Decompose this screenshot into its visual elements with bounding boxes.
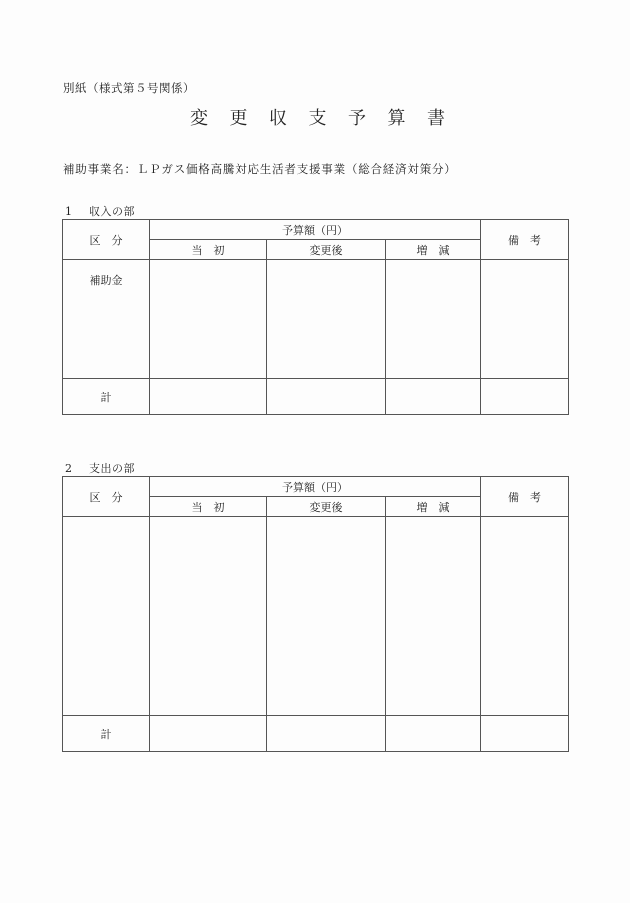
expense-table (62, 476, 569, 752)
table-row (63, 517, 569, 716)
document-title: 変更収支予算書 (190, 108, 467, 129)
total-after-change[interactable] (267, 379, 386, 415)
section-number: 2 (65, 462, 73, 475)
project-label: 補助事業名： (63, 162, 137, 176)
total-remarks[interactable] (481, 716, 569, 752)
income-table (62, 219, 569, 415)
total-row (63, 716, 569, 752)
header-category: 区 分 (63, 220, 150, 260)
header-budget-group: 予算額（円） (150, 477, 481, 497)
section-title: 支出の部 (89, 462, 135, 475)
section-title: 収入の部 (89, 205, 135, 218)
cell-after-change[interactable] (267, 517, 386, 716)
cell-increase-decrease[interactable] (386, 517, 481, 716)
project-name-line (63, 161, 457, 177)
total-after-change[interactable] (267, 716, 386, 752)
cell-category[interactable] (63, 517, 150, 716)
header-initial: 当 初 (150, 240, 267, 260)
total-label: 計 (63, 716, 150, 752)
header-increase-decrease: 増 減 (386, 240, 481, 260)
cell-category: 補助金 (63, 260, 150, 379)
cell-increase-decrease[interactable] (386, 260, 481, 379)
total-row (63, 379, 569, 415)
header-after-change: 変更後 (267, 240, 386, 260)
header-initial: 当 初 (150, 497, 267, 517)
cell-after-change[interactable] (267, 260, 386, 379)
header-increase-decrease: 増 減 (386, 497, 481, 517)
total-initial[interactable] (150, 716, 267, 752)
header-budget-group: 予算額（円） (150, 220, 481, 240)
cell-remarks[interactable] (481, 517, 569, 716)
total-label: 計 (63, 379, 150, 415)
cell-initial[interactable] (150, 517, 267, 716)
table-row (63, 260, 569, 379)
header-remarks: 備 考 (481, 220, 569, 260)
total-increase-decrease[interactable] (386, 716, 481, 752)
total-initial[interactable] (150, 379, 267, 415)
header-category: 区 分 (63, 477, 150, 517)
cell-initial[interactable] (150, 260, 267, 379)
header-remarks: 備 考 (481, 477, 569, 517)
expense-section-heading (65, 460, 135, 476)
form-note: 別紙（様式第５号関係） (63, 81, 195, 95)
cell-remarks[interactable] (481, 260, 569, 379)
total-remarks[interactable] (481, 379, 569, 415)
total-increase-decrease[interactable] (386, 379, 481, 415)
header-after-change: 変更後 (267, 497, 386, 517)
income-section-heading (65, 203, 135, 219)
section-number: 1 (65, 205, 73, 218)
project-name: ＬＰガス価格高騰対応生活者支援事業（総合経済対策分） (136, 162, 457, 176)
